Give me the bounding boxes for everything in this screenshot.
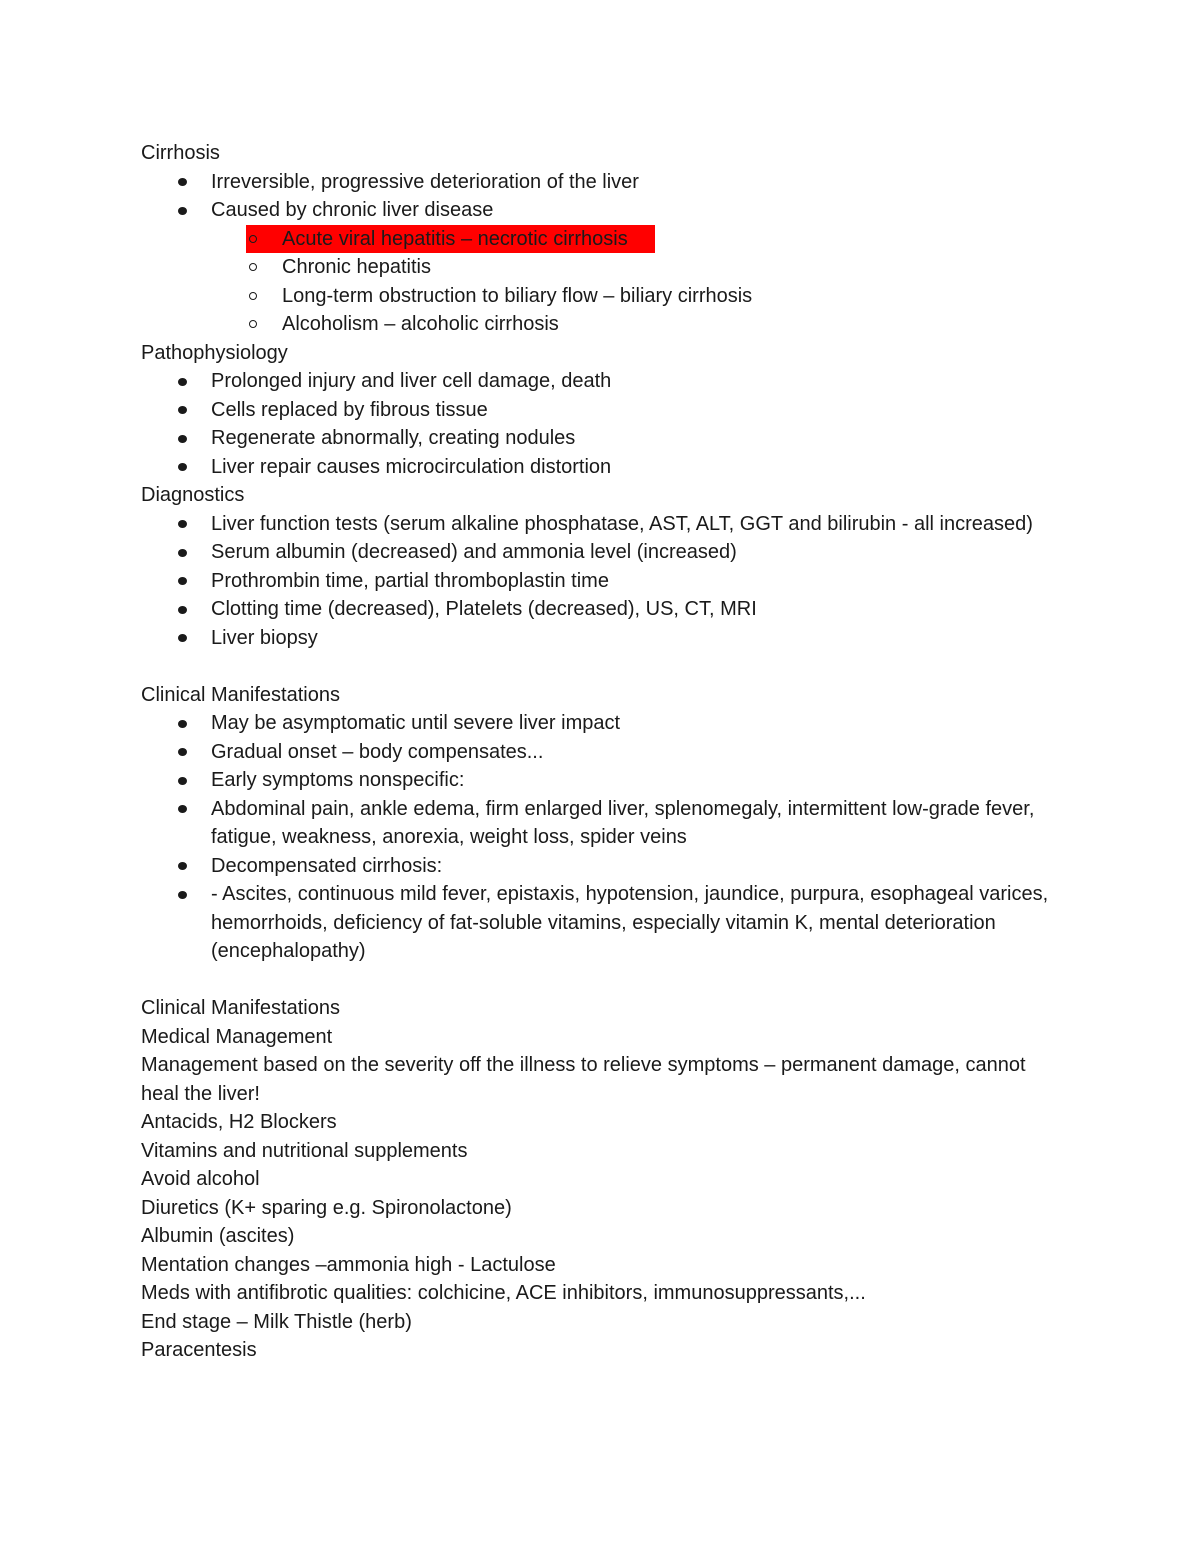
bullet-icon [178, 520, 187, 528]
heading-clinical-manifestations-2: Clinical Manifestations [141, 997, 340, 1019]
bullet-icon [178, 720, 187, 728]
clinical-manifestations-list [141, 709, 1061, 966]
bullet-icon [178, 178, 187, 186]
list-item: Liver repair causes microcirculation distortion [141, 453, 1061, 482]
heading-cirrhosis: Cirrhosis [141, 142, 220, 164]
bullet-icon [178, 748, 187, 756]
list-item: Liver function tests (serum alkaline phosphatase, AST, ALT, GGT and bilirubin - all increased) [141, 510, 1061, 539]
blank-line [141, 966, 1061, 995]
bullet-icon [178, 463, 187, 471]
text-line: Vitamins and nutritional supplements [141, 1139, 468, 1162]
text-line: Management based on the severity off the illness to relieve symptoms – permanent damage, cannot heal the liver! [141, 1054, 1026, 1105]
list-item: Gradual onset – body compensates... [141, 738, 1061, 767]
text-line: End stage – Milk Thistle (herb) [141, 1310, 412, 1333]
list-item: Irreversible, progressive deterioration of the liver [141, 168, 1061, 197]
list-item: Serum albumin (decreased) and ammonia level (increased) [141, 538, 1061, 567]
bullet-icon [178, 862, 187, 870]
hollow-bullet-icon [249, 263, 257, 271]
list-item: Prolonged injury and liver cell damage, death [141, 367, 1061, 396]
text-line: Albumin (ascites) [141, 1225, 295, 1247]
bullet-icon [178, 577, 187, 585]
bullet-icon [178, 207, 187, 215]
text-line: Diuretics (K+ sparing e.g. Spironolactone) [141, 1196, 512, 1219]
pathophysiology-list [141, 367, 1061, 481]
document-page [141, 139, 1061, 1365]
diagnostics-list [141, 510, 1061, 653]
text-line: Paracentesis [141, 1339, 257, 1361]
list-item-highlighted: Acute viral hepatitis – necrotic cirrhosis [141, 225, 1061, 254]
text-line: Meds with antifibrotic qualities: colchicine, ACE inhibitors, immunosuppressants,... [141, 1282, 866, 1304]
bullet-icon [178, 606, 187, 614]
bullet-icon [178, 549, 187, 557]
list-item: Cells replaced by fibrous tissue [141, 396, 1061, 425]
hollow-bullet-icon [249, 235, 257, 243]
heading-diagnostics: Diagnostics [141, 484, 245, 506]
list-item: Abdominal pain, ankle edema, firm enlarged liver, splenomegaly, intermittent low-grade fever, fatigue, weakness, anorexia, weight loss, spider veins [141, 795, 1061, 852]
cirrhosis-causes-list [141, 225, 1061, 339]
bullet-icon [178, 777, 187, 785]
text-line: Avoid alcohol [141, 1168, 260, 1190]
text-line: Mentation changes –ammonia high - Lactulose [141, 1253, 556, 1276]
list-item: Chronic hepatitis [141, 253, 1061, 282]
list-item: Liver biopsy [141, 624, 1061, 653]
bullet-icon [178, 634, 187, 642]
heading-pathophysiology: Pathophysiology [141, 341, 288, 364]
hollow-bullet-icon [249, 292, 257, 300]
list-item: Prothrombin time, partial thromboplastin time [141, 567, 1061, 596]
list-item: Decompensated cirrhosis: [141, 852, 1061, 881]
list-item: Early symptoms nonspecific: [141, 766, 1061, 795]
list-item: Alcoholism – alcoholic cirrhosis [141, 310, 1061, 339]
bullet-icon [178, 891, 187, 899]
list-item: Regenerate abnormally, creating nodules [141, 424, 1061, 453]
management-section [141, 994, 1061, 1365]
heading-medical-management: Medical Management [141, 1025, 333, 1048]
list-item: Long-term obstruction to biliary flow – biliary cirrhosis [141, 282, 1061, 311]
list-item: May be asymptomatic until severe liver impact [141, 709, 1061, 738]
blank-line [141, 652, 1061, 681]
hollow-bullet-icon [249, 320, 257, 328]
text-line: Antacids, H2 Blockers [141, 1111, 337, 1133]
list-item: Caused by chronic liver disease [141, 196, 1061, 225]
list-item: Clotting time (decreased), Platelets (decreased), US, CT, MRI [141, 595, 1061, 624]
bullet-icon [178, 406, 187, 414]
bullet-icon [178, 378, 187, 386]
bullet-icon [178, 805, 187, 813]
bullet-icon [178, 435, 187, 443]
cirrhosis-list [141, 168, 1061, 225]
heading-clinical-manifestations: Clinical Manifestations [141, 683, 340, 706]
list-item: - Ascites, continuous mild fever, epistaxis, hypotension, jaundice, purpura, esophageal varices, hemorrhoids, deficiency of fat-soluble vitamins, especially vitamin K, mental deterioration (encephalopathy) [141, 880, 1061, 966]
